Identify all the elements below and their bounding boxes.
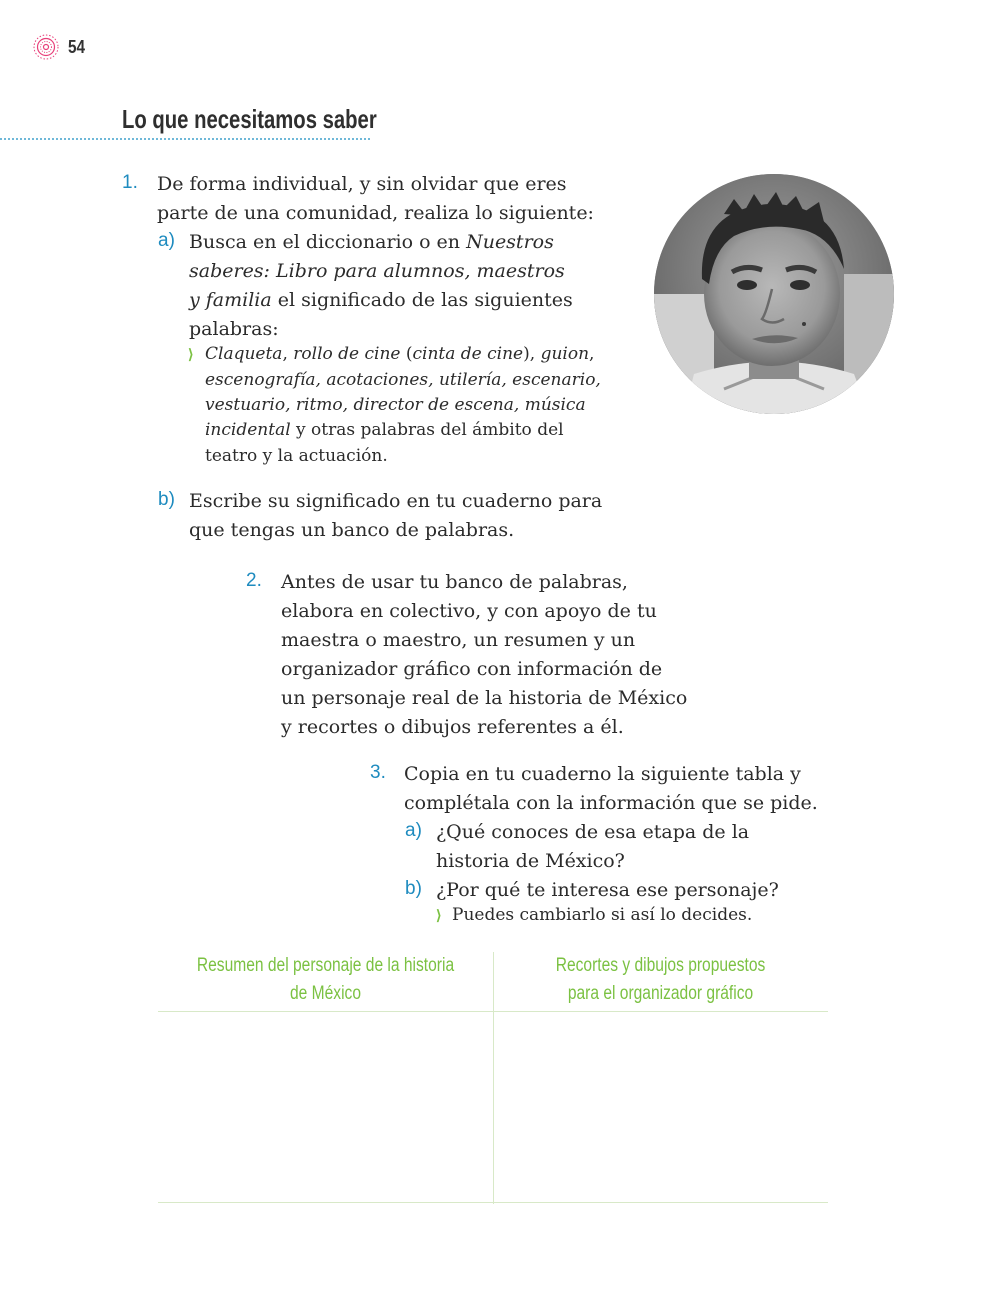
item3-line: complétala con la información que se pide. bbox=[404, 792, 818, 814]
item1b-line: que tengas un banco de palabras. bbox=[189, 519, 515, 541]
bullet-icon: ⟩ bbox=[188, 346, 194, 362]
title-divider bbox=[0, 138, 370, 140]
item2-line: y recortes o dibujos referentes a él. bbox=[281, 716, 624, 738]
item3a-letter: a) bbox=[405, 820, 422, 841]
item1-number: 1. bbox=[122, 172, 138, 193]
item3b-line: ¿Por qué te interesa ese personaje? bbox=[436, 879, 779, 901]
table-header-col2: Recortes y dibujos propuestos para el organizador gráfico bbox=[555, 955, 766, 1004]
item1a-sub-line5: teatro y la actuación. bbox=[205, 446, 388, 466]
item1b-line: Escribe su significado en tu cuaderno para bbox=[189, 490, 603, 512]
item3b-sub-line: Puedes cambiarlo si así lo decides. bbox=[452, 905, 753, 925]
item2-number: 2. bbox=[246, 570, 262, 591]
item1a-sub-line1: Claqueta, rollo de cine (cinta de cine), guion, bbox=[205, 344, 595, 364]
item2-line: Antes de usar tu banco de palabras, bbox=[281, 571, 628, 593]
item1-line: De forma individual, y sin olvidar que eres bbox=[157, 173, 567, 195]
table-column-divider bbox=[493, 952, 494, 1204]
item1a-sub-line4: incidental y otras palabras del ámbito del bbox=[205, 420, 564, 440]
page-number: 54 bbox=[68, 36, 86, 57]
item3-number: 3. bbox=[370, 762, 386, 783]
table-bottom-rule bbox=[158, 1202, 828, 1203]
item3a-line: ¿Qué conoces de esa etapa de la bbox=[436, 821, 750, 843]
page-header bbox=[32, 32, 88, 62]
item1a-line2: saberes: Libro para alumnos, maestros bbox=[189, 260, 565, 282]
student-portrait-photo bbox=[654, 174, 894, 414]
ornament-icon bbox=[32, 33, 60, 61]
item1a-sub-line3: vestuario, ritmo, director de escena, música bbox=[205, 395, 586, 415]
item2-line: maestra o maestro, un resumen y un bbox=[281, 629, 636, 651]
item1b-letter: b) bbox=[158, 489, 175, 510]
item3-line: Copia en tu cuaderno la siguiente tabla y bbox=[404, 763, 801, 785]
item2-line: elabora en colectivo, y con apoyo de tu bbox=[281, 600, 657, 622]
item3b-letter: b) bbox=[405, 878, 422, 899]
item2-line: organizador gráfico con información de bbox=[281, 658, 663, 680]
item1a-line1: Busca en el diccionario o en Nuestros bbox=[189, 231, 554, 253]
info-table bbox=[158, 952, 828, 1204]
bullet-icon: ⟩ bbox=[436, 907, 442, 923]
item2-line: un personaje real de la historia de México bbox=[281, 687, 688, 709]
item3a-line: historia de México? bbox=[436, 850, 625, 872]
item1a-line3: y familia el significado de las siguientes bbox=[189, 289, 573, 311]
item1-line: parte de una comunidad, realiza lo siguiente: bbox=[157, 202, 594, 224]
item1a-line4: palabras: bbox=[189, 318, 279, 340]
item1a-letter: a) bbox=[158, 230, 175, 251]
item1a-sub-line2: escenografía, acotaciones, utilería, escenario, bbox=[205, 370, 601, 390]
table-header-rule bbox=[158, 1011, 828, 1012]
section-title: Lo que necesitamos saber bbox=[122, 104, 377, 134]
table-header-col1: Resumen del personaje de la historia de México bbox=[196, 955, 455, 1004]
